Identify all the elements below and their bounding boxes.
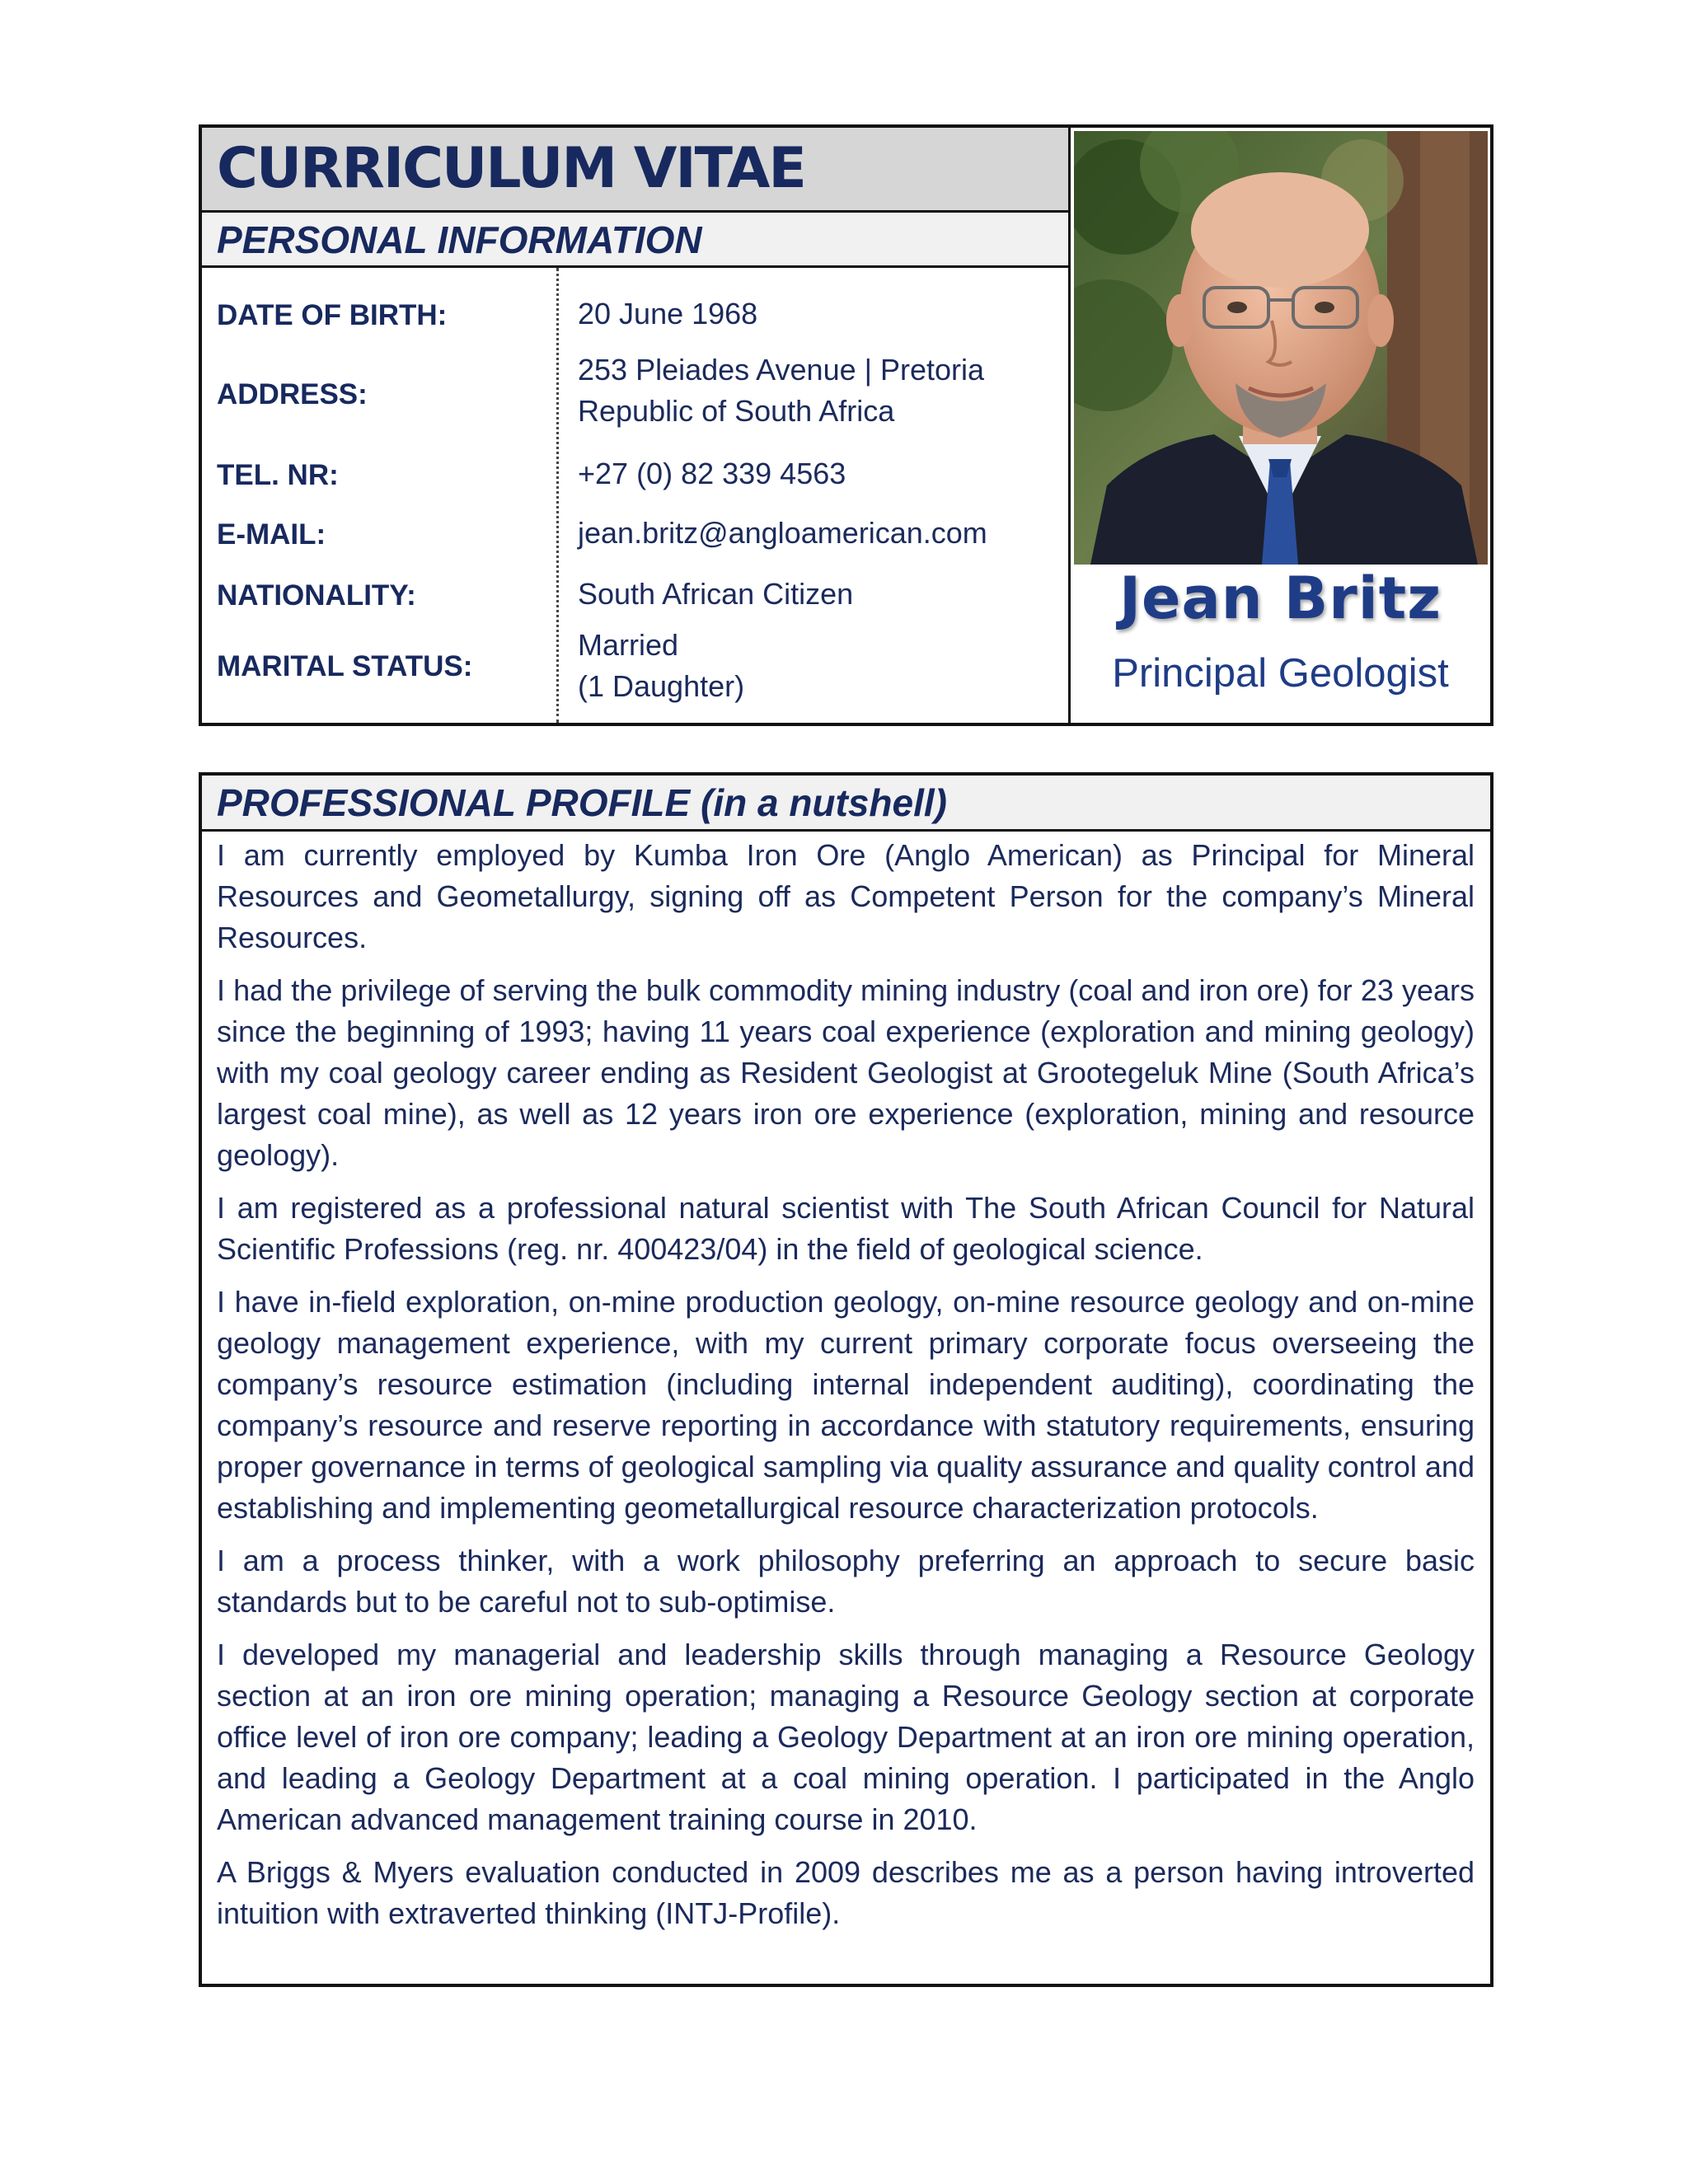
tel-value: +27 (0) 82 339 4563 (578, 457, 846, 490)
professional-profile-card (199, 772, 1493, 1987)
email-label: E-MAIL: (217, 518, 326, 551)
email-value[interactable]: jean.britz@angloamerican.com (578, 516, 987, 550)
marital-line-2: (1 Daughter) (578, 669, 745, 703)
professional-profile-body (217, 835, 1475, 1946)
profile-name: Jean Britz (1118, 565, 1442, 632)
dob-label: DATE OF BIRTH: (217, 299, 448, 331)
nationality-value: South African Citizen (578, 577, 854, 611)
personal-info-card (199, 124, 1493, 726)
personal-info-table (202, 268, 1068, 723)
profile-photo (1074, 131, 1488, 565)
profile-paragraph: I am a process thinker, with a work philosophy preferring an approach to secure basic standards but to be careful not to sub-optimise. (217, 1544, 1475, 1619)
personal-info-column (202, 128, 1068, 723)
profile-paragraph: I have in-field exploration, on-mine production geology, on-mine resource geology and on-mine geology management experience, with my current primary corporate focus overseeing the company’s resource estimation (including internal independent auditing), coordinating the company’s resource and reserve reporting in accordance with statutory requirements, ensuring proper governance in terms of geological sampling via quality assurance and quality control and establishing and implementing geometallurgical resource characterization protocols. (217, 1285, 1475, 1525)
marital-line-1: Married (578, 628, 679, 662)
page-title: CURRICULUM VITAE (217, 136, 805, 201)
section-title-personal: PERSONAL INFORMATION (217, 218, 702, 261)
profile-paragraph: I am currently employed by Kumba Iron Ore (Anglo American) as Principal for Mineral Resources and Geometallurgy, signing off as Competent Person for the company’s Mineral Resources. (217, 838, 1475, 954)
portrait-illustration (1074, 131, 1488, 565)
section-title-professional: PROFESSIONAL PROFILE (in a nutshell) (217, 781, 947, 824)
profile-role: Principal Geologist (1112, 651, 1449, 696)
profile-paragraph: I developed my managerial and leadership skills through managing a Resource Geology section at an iron ore mining operation; managing a Resource Geology section at corporate office level of iron ore company; leading a Geology Department at an iron ore mining operation, and leading a Geology Department at a coal mining operation. I participated in the Anglo American advanced management training course in 2010. (217, 1638, 1475, 1836)
address-line-2: Republic of South Africa (578, 394, 895, 428)
tel-label: TEL. NR: (217, 459, 339, 491)
nationality-label: NATIONALITY: (217, 579, 416, 612)
column-divider (556, 268, 559, 723)
section-header-professional (202, 776, 1490, 832)
address-label: ADDRESS: (217, 378, 368, 410)
profile-photo-column (1068, 128, 1490, 723)
profile-paragraph: A Briggs & Myers evaluation conducted in 2009 describes me as a person having introverted intuition with extraverted thinking (INTJ-Profile). (217, 1855, 1475, 1930)
profile-paragraph: I am registered as a professional natural scientist with The South African Council for Natural Scientific Professions (reg. nr. 400423/04) in the field of geological science. (217, 1191, 1475, 1266)
dob-value: 20 June 1968 (578, 297, 758, 330)
title-bar (202, 128, 1068, 213)
profile-paragraph: I had the privilege of serving the bulk commodity mining industry (coal and iron ore) for 23 years since the beginning of 1993; having 11 years coal experience (exploration and mining geology) with my coal geology career ending as Resident Geologist at Grootegeluk Mine (South Africa’s largest coal mine), as well as 12 years iron ore experience (exploration, mining and resource geology). (217, 973, 1475, 1172)
marital-label: MARITAL STATUS: (217, 650, 473, 682)
address-line-1: 253 Pleiades Avenue | Pretoria (578, 353, 985, 387)
section-header-personal (202, 213, 1068, 268)
